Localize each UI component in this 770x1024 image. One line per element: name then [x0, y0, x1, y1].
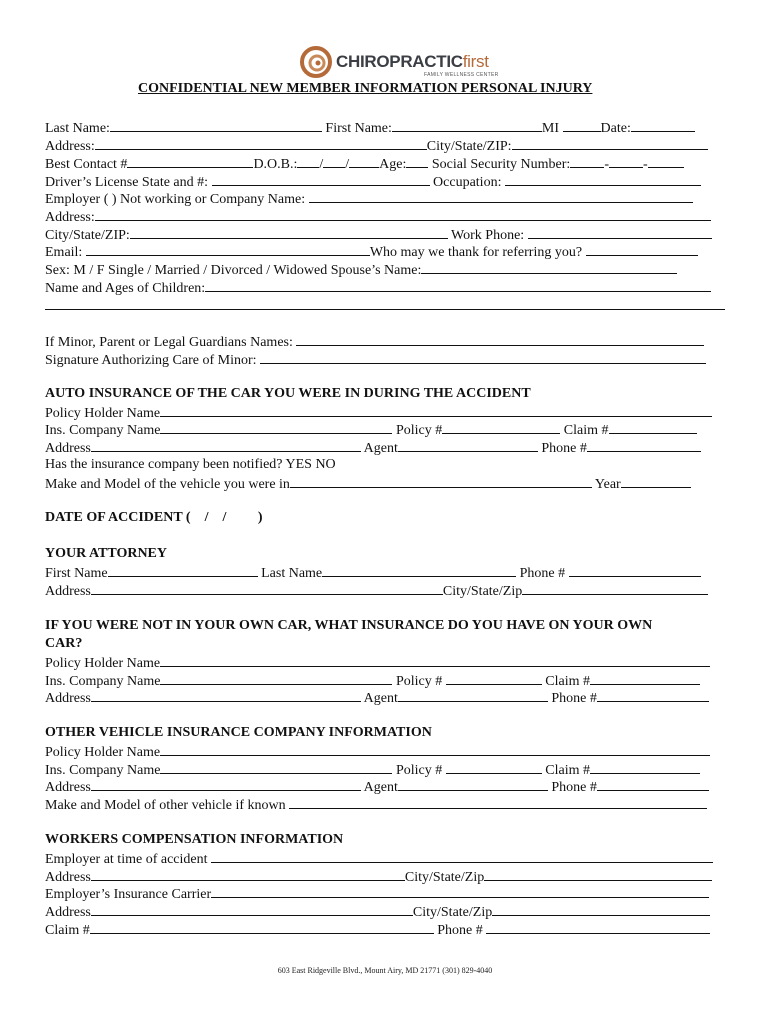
brand-subtitle: FAMILY WELLNESS CENTER: [424, 72, 499, 78]
row-attorney-name: [45, 563, 701, 583]
children-field[interactable]: [205, 278, 711, 292]
employer-field[interactable]: [309, 189, 693, 203]
auto-agent-label: Agent: [363, 441, 398, 456]
own-phone-label: Phone #: [551, 691, 597, 706]
own-claim-field[interactable]: [590, 671, 700, 685]
other-policy-field[interactable]: [446, 760, 542, 774]
ssn-sep-1: -: [604, 157, 609, 172]
other-vehicle-heading: OTHER VEHICLE INSURANCE COMPANY INFORMATION: [45, 725, 432, 740]
auto-phone-field[interactable]: [587, 438, 701, 452]
spiral-logo-icon: [300, 46, 332, 78]
other-address-label: Address: [45, 780, 91, 795]
other-company-field[interactable]: [160, 760, 392, 774]
date-label: Date:: [600, 121, 631, 136]
ssn-label: Social Security Number:: [431, 157, 571, 172]
dob-month-field[interactable]: [297, 154, 319, 168]
wc-address-field[interactable]: [91, 867, 405, 881]
row-auto-address: [45, 438, 701, 458]
occupation-field[interactable]: [505, 172, 701, 186]
row-wc-address2: [45, 902, 710, 922]
dob-day-field[interactable]: [323, 154, 345, 168]
wc-claim-field[interactable]: [90, 920, 434, 934]
row-wc-carrier: [45, 884, 709, 904]
wc-address2-label: Address: [45, 905, 91, 920]
own-policy-label: Policy #: [395, 674, 443, 689]
email-label: Email:: [45, 245, 83, 260]
dob-year-field[interactable]: [349, 154, 379, 168]
row-auto-vehicle: [45, 474, 691, 494]
employer-address-field[interactable]: [95, 207, 711, 221]
row-email: [45, 242, 698, 262]
other-claim-field[interactable]: [590, 760, 700, 774]
row-guardians: [45, 332, 704, 352]
children-label: Name and Ages of Children:: [45, 281, 206, 296]
dob-sep-1: /: [319, 157, 324, 172]
row-address: [45, 136, 708, 156]
last-name-label: Last Name:: [45, 121, 110, 136]
wc-claim-label: Claim #: [45, 923, 90, 938]
attorney-heading: YOUR ATTORNEY: [45, 546, 168, 561]
brand-main: CHIROPRACTIC: [336, 52, 463, 71]
work-phone-label: Work Phone:: [451, 228, 525, 243]
guardians-label: If Minor, Parent or Legal Guardians Names:: [45, 335, 293, 350]
email-field[interactable]: [86, 242, 370, 256]
first-name-field[interactable]: [392, 118, 542, 132]
age-label: Age:: [379, 157, 407, 172]
referral-label: Who may we thank for referring you?: [369, 245, 583, 260]
own-car-heading-2: CAR?: [45, 636, 83, 651]
wc-employer-label: Employer at time of accident: [45, 852, 208, 867]
auto-holder-label: Policy Holder Name: [45, 406, 161, 421]
wc-phone-label: Phone #: [437, 923, 483, 938]
other-agent-field[interactable]: [398, 777, 548, 791]
other-phone-field[interactable]: [597, 777, 709, 791]
footer-address: 603 East Ridgeville Blvd., Mount Airy, MD 21771 (301) 829-4040: [277, 966, 493, 975]
first-name-label: First Name:: [325, 121, 392, 136]
address-field[interactable]: [95, 136, 427, 150]
other-address-field[interactable]: [91, 777, 361, 791]
wc-city2-field[interactable]: [492, 902, 710, 916]
own-claim-label: Claim #: [545, 674, 590, 689]
form-title: CONFIDENTIAL NEW MEMBER INFORMATION PERSONAL INJURY: [138, 81, 593, 96]
auto-policy-label: Policy #: [395, 423, 443, 438]
own-policy-field[interactable]: [446, 671, 542, 685]
ssn-part2-field[interactable]: [609, 154, 643, 168]
attorney-first-field[interactable]: [108, 563, 258, 577]
age-field[interactable]: [406, 154, 428, 168]
auto-address-field[interactable]: [91, 438, 361, 452]
row-own-holder: [45, 653, 710, 673]
employer-city-field[interactable]: [130, 225, 448, 239]
row-wc-employer: [45, 849, 713, 869]
row-children-extra: [45, 296, 725, 316]
row-own-address: [45, 688, 709, 708]
attorney-last-field[interactable]: [322, 563, 516, 577]
row-other-vehicle: [45, 795, 707, 815]
row-wc-claim: [45, 920, 710, 940]
own-address-field[interactable]: [91, 688, 361, 702]
wc-address-label: Address: [45, 870, 91, 885]
referral-field[interactable]: [586, 242, 698, 256]
row-employer-address: [45, 207, 711, 227]
minor-signature-field[interactable]: [260, 350, 706, 364]
drivers-license-label: Driver’s License State and #:: [45, 175, 209, 190]
auto-policy-field[interactable]: [442, 420, 560, 434]
employer-address-label: Address:: [45, 210, 95, 225]
guardians-field[interactable]: [296, 332, 704, 346]
wc-address2-field[interactable]: [91, 902, 413, 916]
other-holder-label: Policy Holder Name: [45, 745, 161, 760]
date-of-accident-heading[interactable]: DATE OF ACCIDENT ( / / ): [45, 510, 263, 525]
row-attorney-address: [45, 581, 708, 601]
clinic-logo: [300, 46, 500, 82]
auto-insurance-heading: AUTO INSURANCE OF THE CAR YOU WERE IN DURING THE ACCIDENT: [45, 386, 531, 401]
row-auto-company: [45, 420, 697, 440]
row-name: [45, 118, 695, 138]
other-claim-label: Claim #: [545, 763, 590, 778]
drivers-license-field[interactable]: [212, 172, 430, 186]
auto-holder-field[interactable]: [160, 403, 712, 417]
mi-label: MI: [541, 121, 560, 136]
row-minor-signature: [45, 350, 706, 370]
row-contact: [45, 154, 684, 174]
ssn-part1-field[interactable]: [570, 154, 604, 168]
wc-city-label: City/State/Zip: [404, 870, 485, 885]
last-name-field[interactable]: [110, 118, 322, 132]
other-vehicle-field[interactable]: [289, 795, 707, 809]
wc-employer-field[interactable]: [211, 849, 713, 863]
attorney-city-field[interactable]: [522, 581, 708, 595]
brand-first: first: [462, 52, 489, 71]
own-phone-field[interactable]: [597, 688, 709, 702]
wc-carrier-field[interactable]: [211, 884, 709, 898]
own-address-label: Address: [45, 691, 91, 706]
attorney-address-label: Address: [45, 584, 91, 599]
auto-claim-field[interactable]: [609, 420, 697, 434]
own-agent-label: Agent: [363, 691, 398, 706]
row-marital: [45, 260, 677, 280]
best-contact-field[interactable]: [127, 154, 253, 168]
minor-signature-label: Signature Authorizing Care of Minor:: [45, 353, 257, 368]
row-other-holder: [45, 742, 710, 762]
other-agent-label: Agent: [363, 780, 398, 795]
auto-company-field[interactable]: [160, 420, 392, 434]
spouse-name-field[interactable]: [421, 260, 677, 274]
city-state-zip-field[interactable]: [512, 136, 708, 150]
wc-city-field[interactable]: [484, 867, 712, 881]
children-field-line2[interactable]: [45, 296, 725, 310]
work-phone-field[interactable]: [528, 225, 712, 239]
auto-vehicle-label: Make and Model of the vehicle you were in: [45, 477, 290, 492]
wc-city2-label: City/State/Zip: [412, 905, 493, 920]
ssn-sep-2: -: [642, 157, 648, 172]
employer-label: Employer ( ) Not working or Company Name:: [45, 192, 306, 207]
auto-agent-field[interactable]: [398, 438, 538, 452]
auto-address-label: Address: [45, 441, 91, 456]
attorney-phone-label: Phone #: [519, 566, 566, 581]
own-holder-label: Policy Holder Name: [45, 656, 161, 671]
other-phone-label: Phone #: [551, 780, 597, 795]
other-holder-field[interactable]: [160, 742, 710, 756]
other-company-label: Ins. Company Name: [45, 763, 161, 778]
ssn-part3-field[interactable]: [648, 154, 684, 168]
occupation-label: Occupation:: [433, 175, 502, 190]
auto-year-label: Year: [594, 477, 621, 492]
row-employer: [45, 189, 693, 209]
auto-notified-label[interactable]: Has the insurance company been notified? YES NO: [45, 457, 336, 472]
own-agent-field[interactable]: [398, 688, 548, 702]
sex-status-label: Sex: M / F Single / Married / Divorced / Widowed Spouse’s Name:: [45, 263, 422, 278]
own-company-label: Ins. Company Name: [45, 674, 161, 689]
other-vehicle-label: Make and Model of other vehicle if known: [45, 798, 286, 813]
address-label: Address:: [45, 139, 95, 154]
auto-phone-label: Phone #: [541, 441, 587, 456]
best-contact-label: Best Contact #: [45, 157, 128, 172]
own-company-field[interactable]: [160, 671, 392, 685]
attorney-city-label: City/State/Zip: [442, 584, 523, 599]
other-policy-label: Policy #: [395, 763, 443, 778]
dob-label: D.O.B.:: [253, 157, 298, 172]
own-car-heading: IF YOU WERE NOT IN YOUR OWN CAR, WHAT INSURANCE DO YOU HAVE ON YOUR OWN: [45, 618, 653, 633]
wc-phone-field[interactable]: [486, 920, 710, 934]
row-auto-notified: [45, 456, 336, 474]
attorney-last-label: Last Name: [261, 566, 323, 581]
attorney-address-field[interactable]: [91, 581, 443, 595]
city-state-zip-label: City/State/ZIP:: [426, 139, 512, 154]
attorney-phone-field[interactable]: [569, 563, 701, 577]
dob-sep-2: /: [345, 157, 350, 172]
auto-company-label: Ins. Company Name: [45, 423, 161, 438]
workers-comp-heading: WORKERS COMPENSATION INFORMATION: [45, 832, 344, 847]
auto-vehicle-field[interactable]: [290, 474, 592, 488]
date-field[interactable]: [631, 118, 695, 132]
auto-claim-label: Claim #: [563, 423, 609, 438]
wc-carrier-label: Employer’s Insurance Carrier: [45, 887, 212, 902]
row-children: [45, 278, 711, 298]
row-other-address: [45, 777, 709, 797]
auto-year-field[interactable]: [621, 474, 691, 488]
employer-city-label: City/State/ZIP:: [45, 228, 130, 243]
own-holder-field[interactable]: [160, 653, 710, 667]
attorney-first-label: First Name: [45, 566, 108, 581]
mi-field[interactable]: [563, 118, 601, 132]
brand-name: [336, 52, 489, 72]
